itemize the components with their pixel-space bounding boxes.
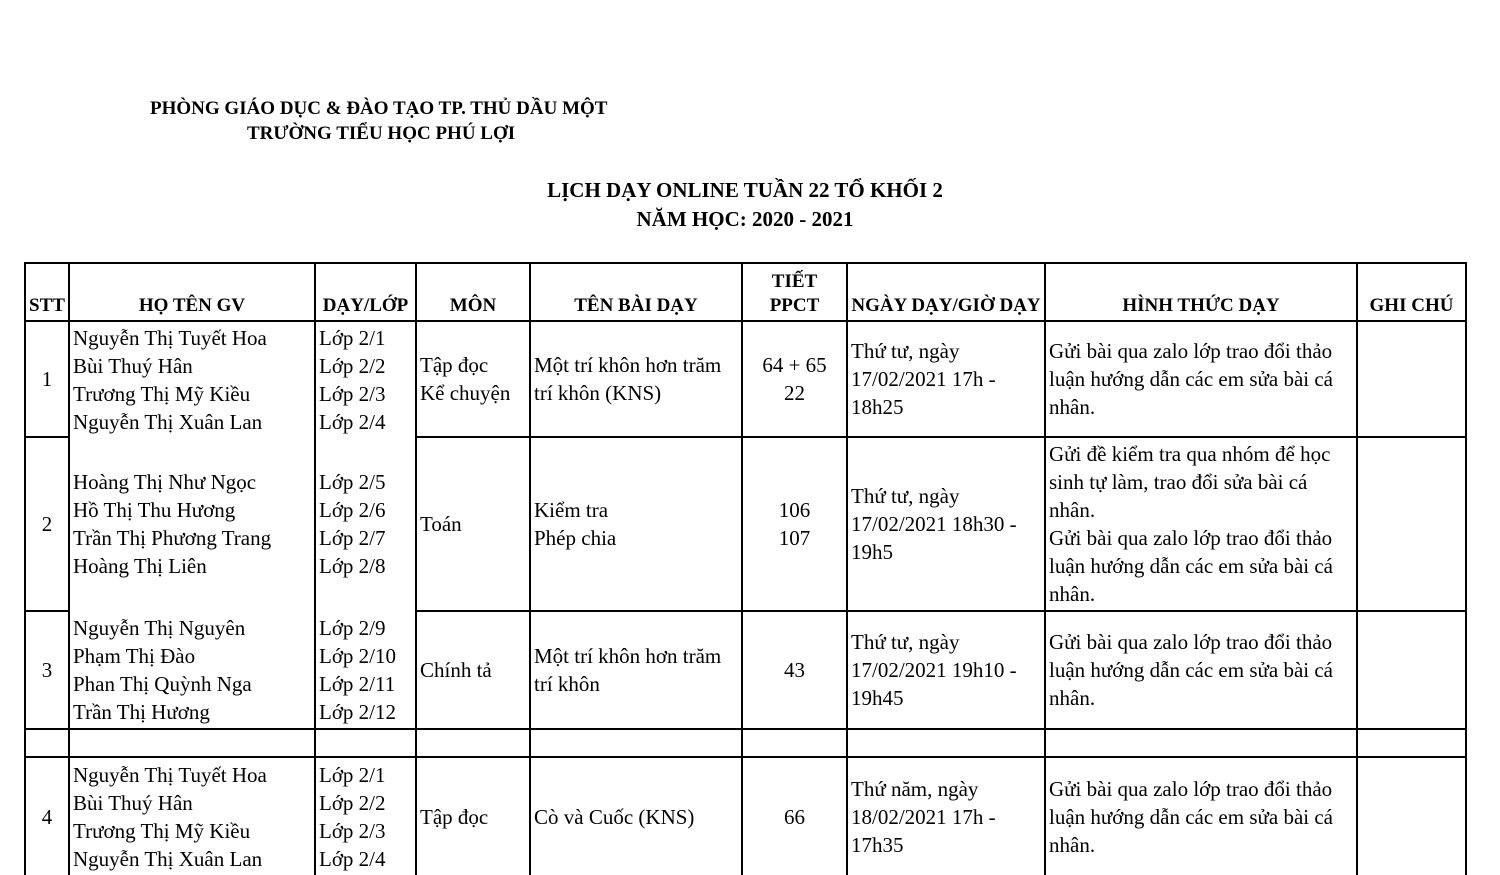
school-year: NĂM HỌC: 2020 - 2021 xyxy=(636,207,854,231)
class-name: Lớp 2/2 xyxy=(319,790,386,815)
col-header-period xyxy=(742,263,847,321)
cell-datetime xyxy=(847,611,1045,729)
table-row xyxy=(25,437,1466,611)
teacher-name: Hoàng Thị Liên xyxy=(73,554,207,578)
datetime-line: Thứ tư, ngày xyxy=(851,484,960,508)
cell-blank xyxy=(416,729,530,757)
cell-classes xyxy=(315,437,416,611)
method-line: Gửi bài qua zalo lớp trao đổi thảo xyxy=(1049,776,1333,801)
table-row xyxy=(25,611,1466,729)
class-name: Lớp 2/4 xyxy=(319,846,386,871)
period-value: 106 xyxy=(778,498,811,522)
cell-teachers xyxy=(69,321,315,437)
period-value: 22 xyxy=(784,381,805,405)
class-name: Lớp 2/4 xyxy=(319,409,386,434)
table-row-blank xyxy=(25,729,1466,757)
teacher-name: Trần Thị Phương Trang xyxy=(73,526,272,550)
cell-method xyxy=(1045,757,1357,875)
col-header-teacher: HỌ TÊN GV xyxy=(69,263,315,321)
cell-note xyxy=(1357,611,1466,729)
teacher-name: Hồ Thị Thu Hương xyxy=(73,498,236,522)
cell-lesson xyxy=(530,321,742,437)
class-name: Lớp 2/3 xyxy=(319,381,386,406)
class-name: Lớp 2/1 xyxy=(319,762,386,787)
cell-classes xyxy=(315,321,416,437)
datetime-line: Thứ tư, ngày xyxy=(851,339,960,363)
col-header-method: HÌNH THỨC DẠY xyxy=(1045,263,1357,321)
teacher-name: Trần Thị Hương xyxy=(73,699,210,724)
col-header-lesson: TÊN BÀI DẠY xyxy=(530,263,742,321)
cell-blank xyxy=(25,729,69,757)
lesson-line: Một trí khôn hơn trăm xyxy=(534,353,722,377)
cell-classes xyxy=(315,757,416,875)
cell-subject xyxy=(416,611,530,729)
method-line: Gửi bài qua zalo lớp trao đổi thảo xyxy=(1049,630,1333,654)
teacher-name: Nguyễn Thị Tuyết Hoa xyxy=(73,762,267,787)
method-line: nhân. xyxy=(1049,582,1096,606)
cell-stt: 2 xyxy=(25,437,69,611)
teacher-name: Nguyễn Thị Nguyên xyxy=(73,615,246,640)
cell-blank xyxy=(1045,729,1357,757)
method-line: luận hướng dẫn các em sửa bài cá xyxy=(1049,367,1334,391)
teacher-name: Trương Thị Mỹ Kiều xyxy=(73,381,251,406)
table-header-row xyxy=(25,263,1466,321)
lesson-line: Một trí khôn hơn trăm xyxy=(534,644,722,668)
cell-stt: 3 xyxy=(25,611,69,729)
cell-period xyxy=(742,321,847,437)
method-line: luận hướng dẫn các em sửa bài cá xyxy=(1049,554,1334,578)
cell-lesson xyxy=(530,757,742,875)
lesson-line: trí khôn xyxy=(534,672,600,696)
schedule-table xyxy=(24,262,1467,875)
cell-method xyxy=(1045,611,1357,729)
subject-name: Toán xyxy=(420,512,462,536)
method-line: luận hướng dẫn các em sửa bài cá xyxy=(1049,804,1334,829)
table-row xyxy=(25,321,1466,437)
teacher-name: Bùi Thuý Hân xyxy=(73,790,193,815)
cell-method xyxy=(1045,321,1357,437)
datetime-line: 17h35 xyxy=(851,832,904,857)
cell-stt: 1 xyxy=(25,321,69,437)
class-name: Lớp 2/10 xyxy=(319,643,397,668)
cell-period xyxy=(742,611,847,729)
class-name: Lớp 2/2 xyxy=(319,353,386,378)
teacher-name: Nguyễn Thị Tuyết Hoa xyxy=(73,325,267,350)
cell-teachers xyxy=(69,437,315,611)
cell-blank xyxy=(315,729,416,757)
document-title: LỊCH DẠY ONLINE TUẦN 22 TỔ KHỐI 2 xyxy=(547,178,943,202)
table-row xyxy=(25,757,1466,875)
cell-blank xyxy=(530,729,742,757)
class-name: Lớp 2/12 xyxy=(319,699,397,724)
class-name: Lớp 2/1 xyxy=(319,325,386,350)
col-header-period-line1: TIẾT xyxy=(771,271,818,292)
cell-note xyxy=(1357,437,1466,611)
lesson-line: trí khôn (KNS) xyxy=(534,381,662,405)
lesson-line: Phép chia xyxy=(534,526,617,550)
cell-teachers xyxy=(69,611,315,729)
method-line: nhân. xyxy=(1049,395,1096,419)
method-line: nhân. xyxy=(1049,686,1096,710)
method-line: sinh tự làm, trao đổi sửa bài cá xyxy=(1049,470,1308,494)
cell-method xyxy=(1045,437,1357,611)
subject-name: Chính tả xyxy=(420,658,492,682)
org-school: TRƯỜNG TIỂU HỌC PHÚ LỢI xyxy=(247,123,516,144)
method-line: nhân. xyxy=(1049,498,1096,522)
teacher-name: Nguyễn Thị Xuân Lan xyxy=(73,846,263,871)
period-value: 107 xyxy=(778,526,811,550)
cell-classes xyxy=(315,611,416,729)
teacher-name: Bùi Thuý Hân xyxy=(73,353,193,378)
cell-teachers xyxy=(69,757,315,875)
subject-name: Kể chuyện xyxy=(420,381,511,405)
datetime-line: Thứ năm, ngày xyxy=(851,776,979,801)
cell-blank xyxy=(1357,729,1466,757)
col-header-subject: MÔN xyxy=(416,263,530,321)
cell-note xyxy=(1357,757,1466,875)
class-name: Lớp 2/3 xyxy=(319,818,386,843)
cell-datetime xyxy=(847,321,1045,437)
teacher-name: Nguyễn Thị Xuân Lan xyxy=(73,409,263,434)
cell-datetime xyxy=(847,757,1045,875)
col-header-class: DẠY/LỚP xyxy=(315,263,416,321)
datetime-line: 19h5 xyxy=(851,540,893,564)
class-name: Lớp 2/11 xyxy=(319,671,396,696)
datetime-line: Thứ tư, ngày xyxy=(851,630,960,654)
cell-blank xyxy=(69,729,315,757)
class-name: Lớp 2/6 xyxy=(319,498,386,522)
cell-lesson xyxy=(530,611,742,729)
teacher-name: Phan Thị Quỳnh Nga xyxy=(73,671,252,696)
class-name: Lớp 2/9 xyxy=(319,615,386,640)
cell-subject xyxy=(416,321,530,437)
cell-blank xyxy=(847,729,1045,757)
method-line: luận hướng dẫn các em sửa bài cá xyxy=(1049,658,1334,682)
teacher-name: Phạm Thị Đào xyxy=(73,643,196,668)
method-line: Gửi bài qua zalo lớp trao đổi thảo xyxy=(1049,526,1333,550)
cell-period xyxy=(742,757,847,875)
datetime-line: 17/02/2021 17h - xyxy=(851,367,996,391)
cell-period xyxy=(742,437,847,611)
datetime-line: 18h25 xyxy=(851,395,904,419)
col-header-stt: STT xyxy=(25,263,69,321)
cell-blank xyxy=(742,729,847,757)
cell-lesson xyxy=(530,437,742,611)
cell-subject xyxy=(416,757,530,875)
col-header-period-line2: PPCT xyxy=(769,295,820,316)
period-value: 64 + 65 xyxy=(762,353,827,377)
cell-note xyxy=(1357,321,1466,437)
datetime-line: 18/02/2021 17h - xyxy=(851,804,996,829)
method-line: nhân. xyxy=(1049,832,1096,857)
datetime-line: 19h45 xyxy=(851,686,904,710)
lesson-line: Cò và Cuốc (KNS) xyxy=(534,804,695,829)
class-name: Lớp 2/5 xyxy=(319,470,386,494)
teacher-name: Trương Thị Mỹ Kiều xyxy=(73,818,251,843)
class-name: Lớp 2/8 xyxy=(319,554,386,578)
period-value: 43 xyxy=(784,658,805,682)
method-line: Gửi đề kiểm tra qua nhóm để học xyxy=(1049,442,1331,466)
class-name: Lớp 2/7 xyxy=(319,526,386,550)
cell-subject xyxy=(416,437,530,611)
col-header-note: GHI CHÚ xyxy=(1357,263,1466,321)
method-line: Gửi bài qua zalo lớp trao đổi thảo xyxy=(1049,339,1333,363)
org-department: PHÒNG GIÁO DỤC & ĐÀO TẠO TP. THỦ DẦU MỘT xyxy=(150,98,608,119)
period-value: 66 xyxy=(784,804,805,829)
lesson-line: Kiểm tra xyxy=(534,498,609,522)
teacher-name: Hoàng Thị Như Ngọc xyxy=(73,470,257,494)
col-header-datetime: NGÀY DẠY/GIỜ DẠY xyxy=(847,263,1045,321)
subject-name: Tập đọc xyxy=(420,353,489,377)
cell-datetime xyxy=(847,437,1045,611)
datetime-line: 17/02/2021 18h30 - xyxy=(851,512,1017,536)
cell-stt: 4 xyxy=(25,757,69,875)
datetime-line: 17/02/2021 19h10 - xyxy=(851,658,1017,682)
subject-name: Tập đọc xyxy=(420,804,489,829)
